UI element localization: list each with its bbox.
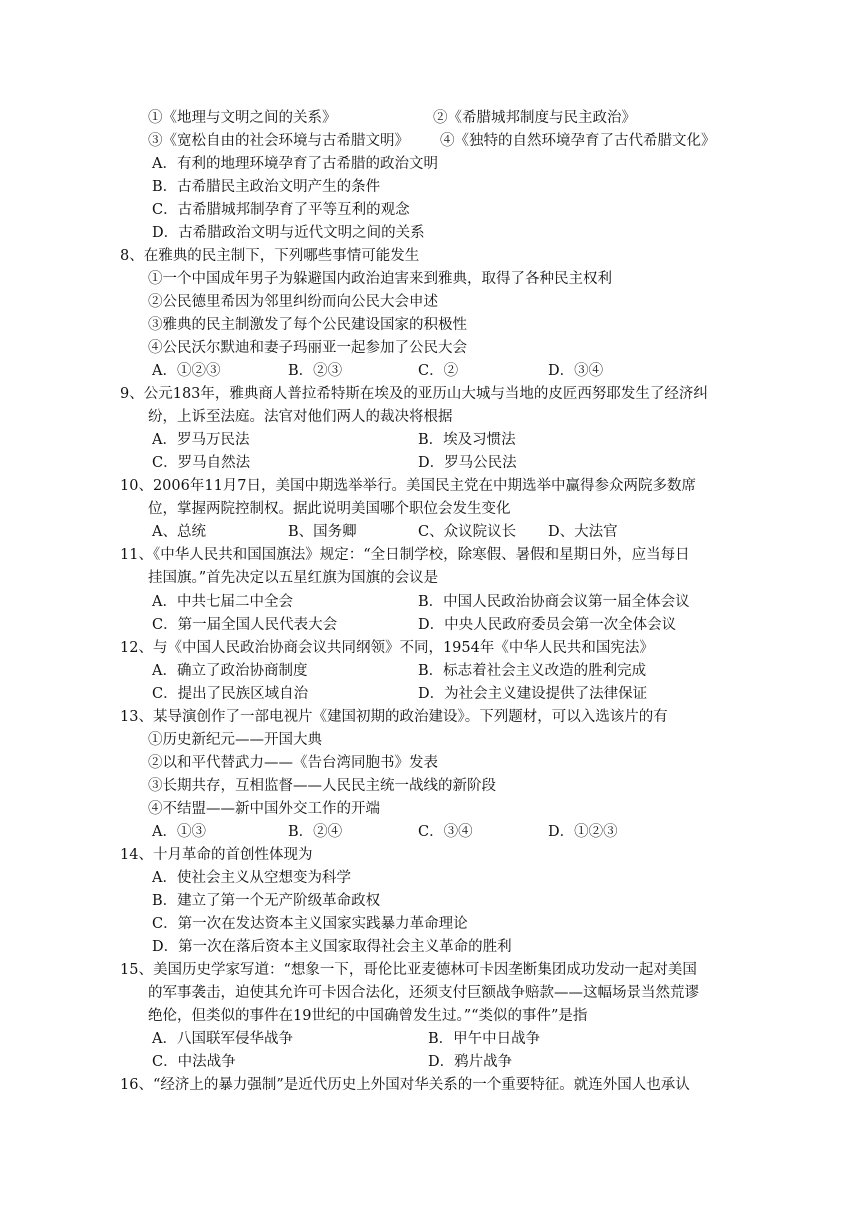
q7-item-4: ④《独特的自然环境孕育了古代希腊文化》 — [440, 133, 716, 149]
q16-stem-line-1: 16、“经济上的暴力强制”是近代历史上外国对华关系的一个重要特征。就连外国人也承认 — [120, 1077, 690, 1093]
q10-option-a: A、总统 — [152, 524, 206, 540]
q15-option-c: C．中法战争 — [152, 1054, 236, 1070]
q9-option-b: B．埃及习惯法 — [418, 432, 516, 448]
q8-item-1: ①一个中国成年男子为躲避国内政治迫害来到雅典，取得了各种民主权利 — [148, 271, 612, 287]
q7-item-3: ③《宽松自由的社会环境与古希腊文明》 — [148, 133, 409, 149]
q12-stem: 12、与《中国人民政治协商会议共同纲领》不同，1954年《中华人民共和国宪法》 — [120, 640, 654, 656]
q12-option-c: C．提出了民族区域自治 — [152, 686, 309, 702]
q13-option-d: D．①②③ — [548, 824, 618, 840]
q13-option-b: B．②④ — [288, 824, 343, 840]
q13-item-1: ①历史新纪元——开国大典 — [148, 732, 322, 748]
q11-stem-line-1: 11、《中华人民共和国国旗法》规定：“全日制学校，除寒假、暑假和星期日外，应当每日 — [120, 547, 690, 563]
q15-stem-line-3: 绝伦，但类似的事件在19世纪的中国确曾发生过。”“类似的事件”是指 — [148, 1008, 588, 1024]
q11-option-c: C．第一届全国人民代表大会 — [152, 617, 338, 633]
q13-item-2: ②以和平代替武力——《告台湾同胞书》发表 — [148, 755, 438, 771]
q13-item-4: ④不结盟——新中国外交工作的开端 — [148, 801, 380, 817]
q7-option-d: D．古希腊政治文明与近代文明之间的关系 — [152, 225, 425, 241]
q14-option-c: C．第一次在发达资本主义国家实践暴力革命理论 — [152, 916, 468, 932]
q8-option-a: A．①②③ — [152, 363, 221, 379]
q10-stem-line-1: 10、2006年11月7日，美国中期选举举行。美国民主党在中期选举中赢得参众两院多数席 — [120, 478, 697, 494]
q14-option-a: A．使社会主义从空想变为科学 — [152, 870, 351, 886]
q15-stem-line-2: 的军事袭击，迫使其允许可卡因合法化，还须支付巨额战争赔款——这幅场景当然荒谬 — [148, 985, 699, 1001]
q11-stem-line-2: 挂国旗。”首先决定以五星红旗为国旗的会议是 — [148, 570, 439, 586]
q7-item-2: ②《希腊城邦制度与民主政治》 — [433, 110, 636, 126]
q9-option-c: C．罗马自然法 — [152, 455, 251, 471]
q7-option-c: C．古希腊城邦制孕育了平等互利的观念 — [152, 202, 410, 218]
q14-option-d: D．第一次在落后资本主义国家取得社会主义革命的胜利 — [152, 939, 512, 955]
q14-option-b: B．建立了第一个无产阶级革命政权 — [152, 893, 381, 909]
q10-stem-line-2: 位，掌握两院控制权。据此说明美国哪个职位会发生变化 — [148, 501, 511, 517]
q10-option-b: B、国务卿 — [288, 524, 357, 540]
q15-option-b: B．甲午中日战争 — [428, 1031, 541, 1047]
q8-stem: 8、在雅典的民主制下，下列哪些事情可能发生 — [120, 248, 420, 264]
q13-item-3: ③长期共存，互相监督——人民民主统一战线的新阶段 — [148, 778, 496, 794]
q11-option-a: A．中共七届二中全会 — [152, 594, 293, 610]
q12-option-b: B．标志着社会主义改造的胜利完成 — [418, 663, 647, 679]
q9-option-a: A．罗马万民法 — [152, 432, 250, 448]
q11-option-b: B．中国人民政治协商会议第一届全体会议 — [418, 594, 690, 610]
q8-item-2: ②公民德里希因为邻里纠纷而向公民大会申述 — [148, 294, 438, 310]
q8-option-c: C．② — [418, 363, 459, 379]
q9-stem-line-2: 纷，上诉至法庭。法官对他们两人的裁决将根据 — [148, 409, 453, 425]
q15-option-d: D．鸦片战争 — [428, 1054, 513, 1070]
q13-stem: 13、某导演创作了一部电视片《建国初期的政治建设》。下列题材，可以入选该片的有 — [120, 709, 668, 725]
q9-stem-line-1: 9、公元183年，雅典商人普拉希特斯在埃及的亚历山大城与当地的皮匠西努耶发生了经济纠 — [120, 386, 708, 402]
q8-option-d: D．③④ — [548, 363, 604, 379]
q7-option-b: B．古希腊民主政治文明产生的条件 — [152, 179, 381, 195]
q15-option-a: A．八国联军侵华战争 — [152, 1031, 293, 1047]
q8-item-3: ③雅典的民主制激发了每个公民建设国家的积极性 — [148, 317, 467, 333]
q14-stem: 14、十月革命的首创性体现为 — [120, 847, 313, 863]
q15-stem-line-1: 15、美国历史学家写道：“想象一下，哥伦比亚麦德林可卡因垄断集团成功发动一起对美国 — [120, 962, 697, 978]
q8-option-b: B．②③ — [288, 363, 343, 379]
q9-option-d: D．罗马公民法 — [418, 455, 517, 471]
q12-option-d: D．为社会主义建设提供了法律保证 — [418, 686, 648, 702]
q8-item-4: ④公民沃尔默迪和妻子玛丽亚一起参加了公民大会 — [148, 340, 467, 356]
q13-option-a: A．①③ — [152, 824, 206, 840]
q10-option-d: D、大法官 — [548, 524, 618, 540]
q7-item-1: ①《地理与文明之间的关系》 — [148, 110, 337, 126]
q11-option-d: D．中央人民政府委员会第一次全体会议 — [418, 617, 677, 633]
q13-option-c: C．③④ — [418, 824, 473, 840]
q7-option-a: A．有利的地理环境孕育了古希腊的政治文明 — [152, 156, 438, 172]
q10-option-c: C、众议院议长 — [418, 524, 517, 540]
q12-option-a: A．确立了政治协商制度 — [152, 663, 308, 679]
